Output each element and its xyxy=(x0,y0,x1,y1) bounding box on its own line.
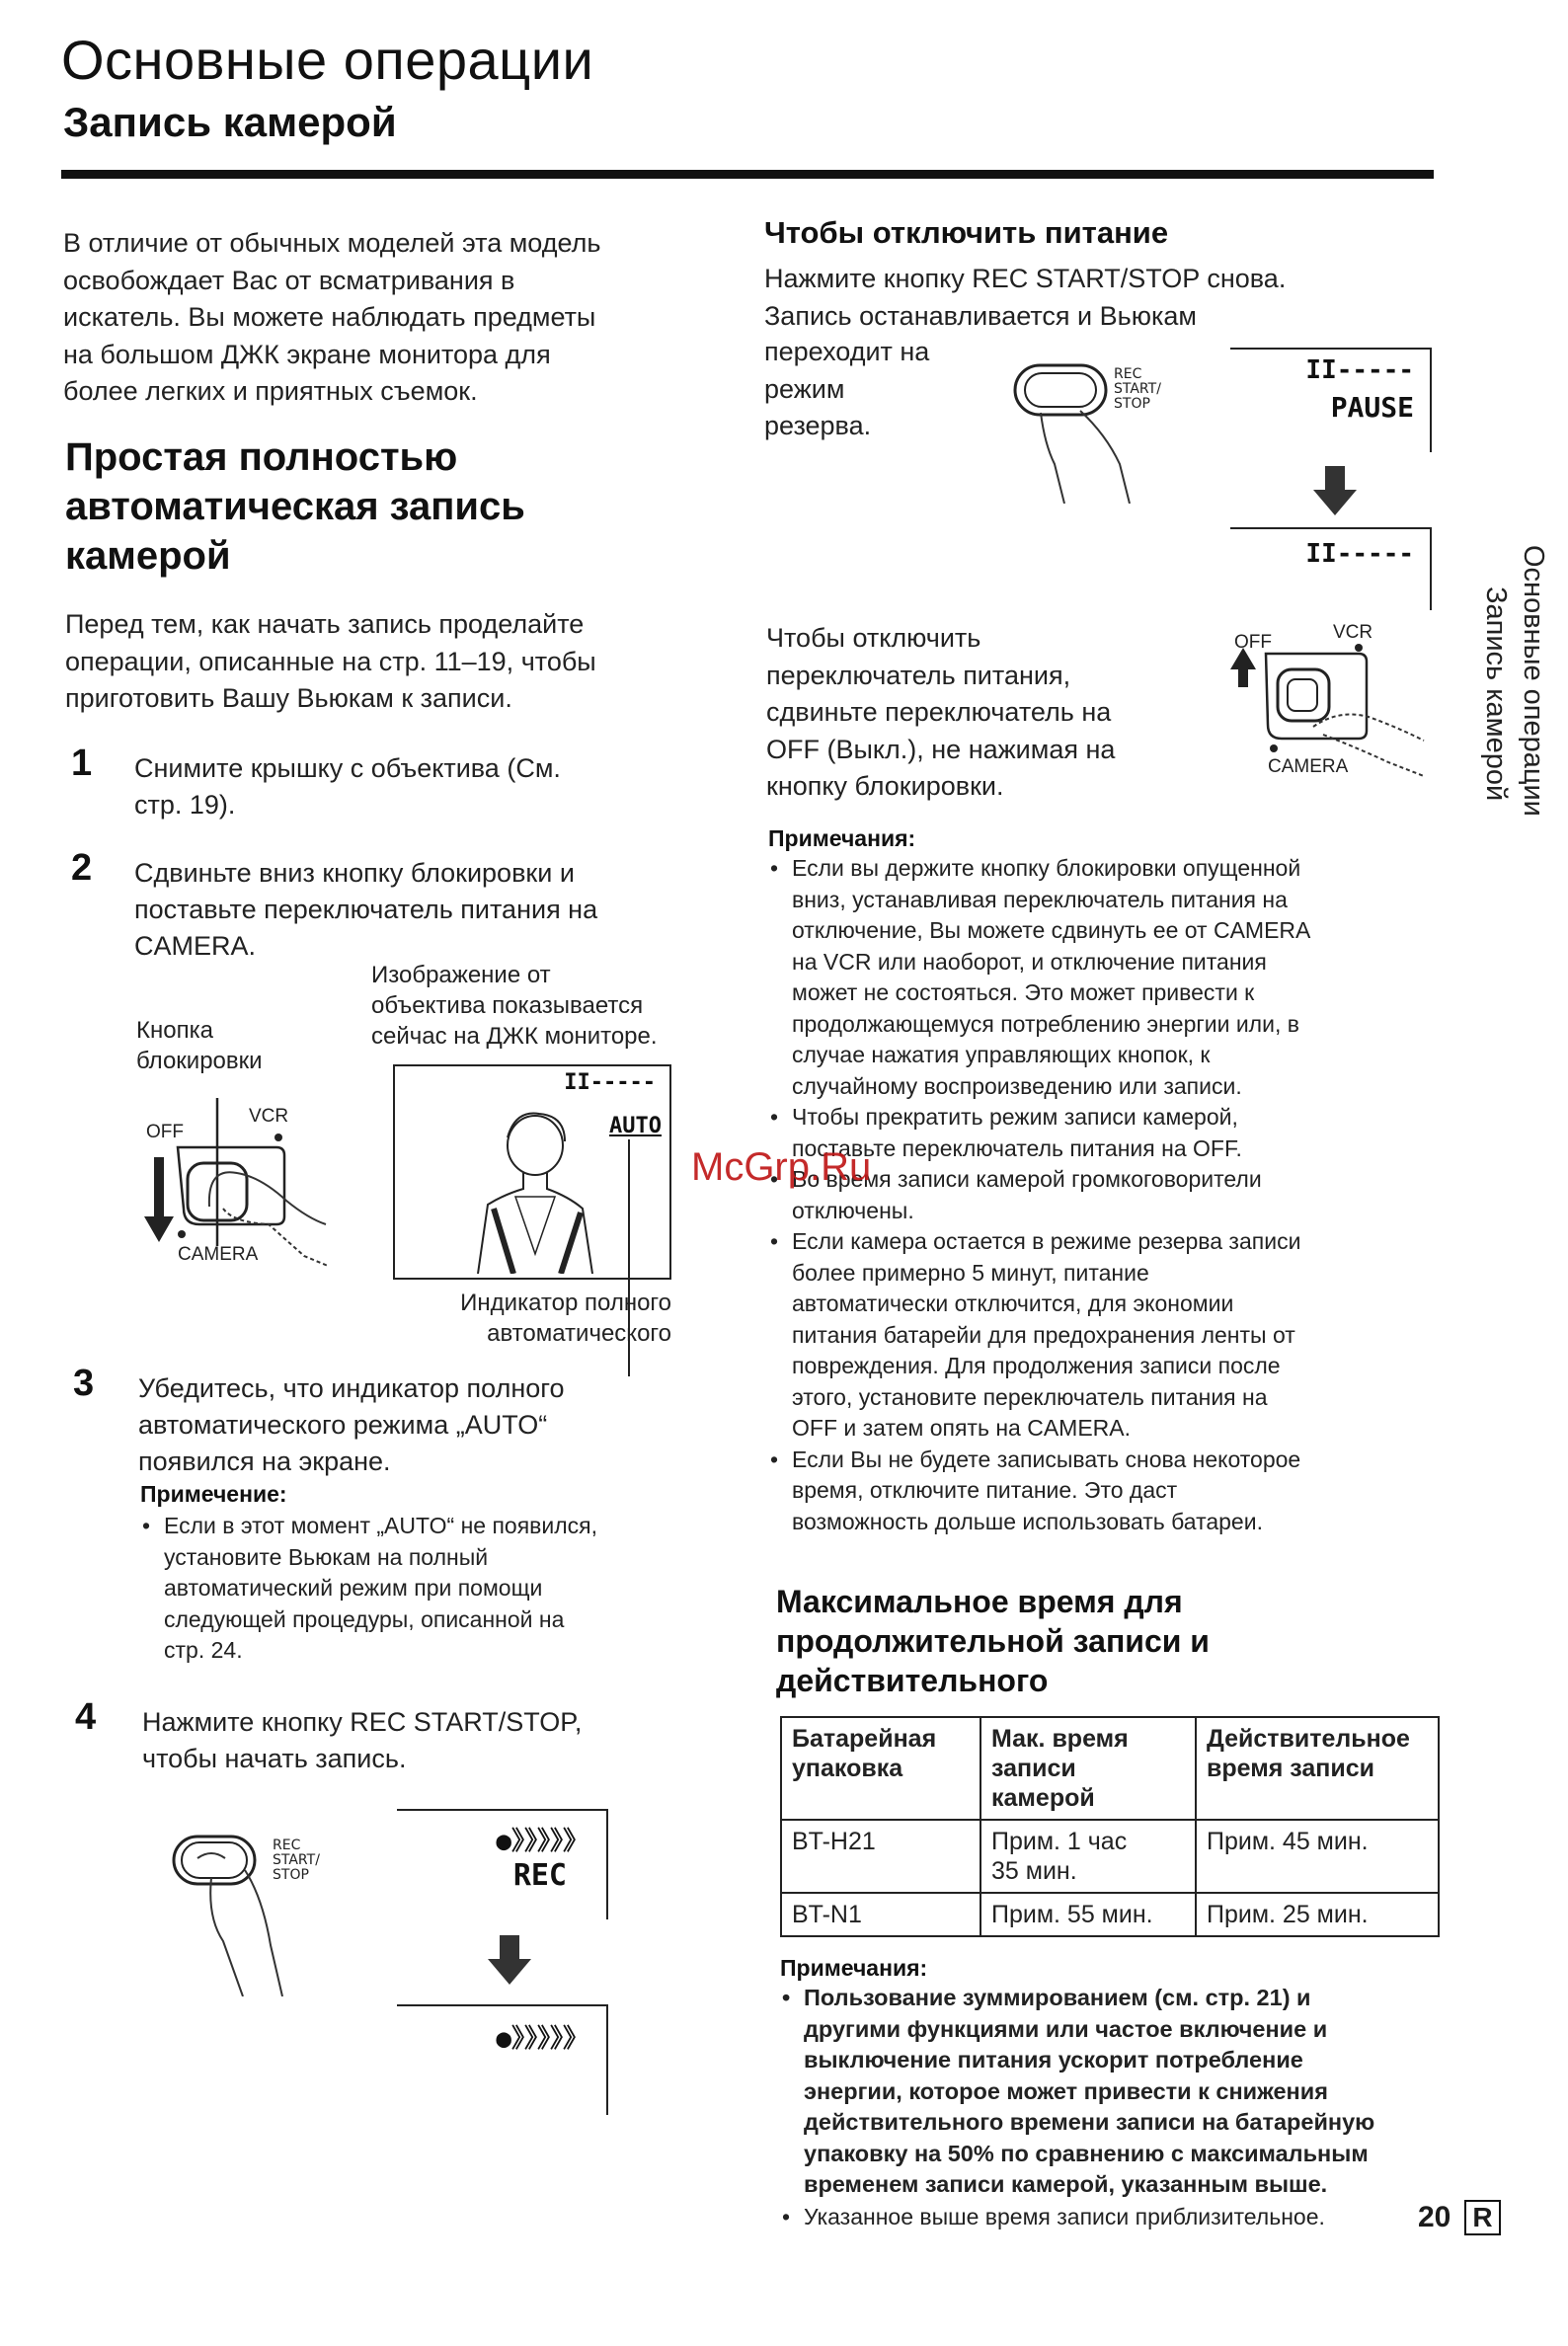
lcd-pause-tape-2: II----- xyxy=(1305,539,1414,569)
person-image-icon xyxy=(444,1106,622,1274)
rec-button-hand-icon xyxy=(168,1819,355,1996)
page-number: 20 xyxy=(1418,2201,1451,2233)
down-arrow-icon-2 xyxy=(1313,466,1357,515)
table-cell: Прим. 55 мин. xyxy=(980,1893,1196,1936)
table-header-cell: Батарейная упаковка xyxy=(781,1717,980,1820)
switch-off-hand-icon xyxy=(1230,618,1428,786)
power-note-item: • Если камера остается в режиме резерва записи более примерно 5 минут, питание автоматически отключится, для экономии питания батарейи для предохранения ленты от повреждения. Для продолжения записи после этого, установите переключатель питания на OFF и затем опять на CAMERA. xyxy=(768,1226,1479,1445)
last-note-list xyxy=(780,2202,1432,2233)
table-header-row xyxy=(781,1717,1439,1820)
power-off-title: Чтобы отключить питание xyxy=(764,215,1169,250)
lcd-rec-progress: ●》》》》》 xyxy=(496,1827,588,1856)
step-3-notes xyxy=(140,1511,713,1667)
side-tab xyxy=(1477,545,1552,817)
lcd-tape-indicator: II----- xyxy=(564,1070,656,1095)
step-4-number: 4 xyxy=(75,1696,97,1738)
lcd-pause-label: PAUSE xyxy=(1330,391,1414,424)
off-label: OFF xyxy=(146,1122,184,1142)
rec-button-label: REC START/ STOP xyxy=(273,1838,320,1883)
lcd-monitor-figure xyxy=(393,1064,671,1280)
last-note-item: • Указанное выше время записи приблизительное. xyxy=(780,2202,1432,2233)
rec-button-figure xyxy=(168,1819,355,1996)
lcd-pause-tape: II----- xyxy=(1305,355,1414,385)
power-note-item: • Во время записи камерой громкоговорители отключены. xyxy=(768,1164,1479,1226)
step-4-text: Нажмите кнопку REC START/STOP, чтобы начать запись. xyxy=(142,1707,583,1773)
table-note-item: • Пользование зуммированием (см. стр. 21) и другими функциями или частое включение и выключение питания ускорит потребление энергии, которое может привести к снижения действительного времени записи на батарейную упаковку на 50% по сравнению с максимальным временем записи камерой, указанным выше. xyxy=(780,1983,1471,2201)
power-off-text-2: переходит на режим резерва. xyxy=(764,337,930,440)
power-note-item: • Чтобы прекратить режим записи камерой, поставьте переключатель питания на OFF. xyxy=(768,1102,1479,1164)
table-header-cell: Действительное время записи xyxy=(1196,1717,1439,1820)
step-2-number: 2 xyxy=(71,847,93,889)
section-intro: Перед тем, как начать запись проделайте операции, описанные на стр. 11–19, чтобы приготовить Вашу Вьюкам к записи. xyxy=(65,609,596,713)
power-note-item: • Если вы держите кнопку блокировки опущенной вниз, устанавливая переключатель питания на отключение, Вы можете сдвинуть ее от CAMERA на VCR или наоборот, и отключение питания может не состояться. Это может привести к продолжающемуся потреблению энергии или, в случае нажатия управляющих кнопок, к случайному воспроизведению или записи. xyxy=(768,853,1479,1102)
table-header-cell: Мак. время записи камерой xyxy=(980,1717,1196,1820)
switch-off-figure xyxy=(1230,618,1428,786)
page-title: Основные операции xyxy=(61,29,594,91)
camera-label: CAMERA xyxy=(178,1244,259,1265)
lcd-rec-display-2 xyxy=(397,2004,608,2115)
step-1-text: Снимите крышку с объектива (См. стр. 19). xyxy=(134,753,561,820)
pause-button-figure xyxy=(1011,355,1209,504)
step-3-note-item: • Если в этот момент „AUTO“ не появился, установите Вьюкам на полный автоматический режим при помощи следующей процедуры, описанной на стр. 24. xyxy=(140,1511,713,1667)
table-notes-heading: Примечания: xyxy=(780,1955,928,1981)
notes-heading: Примечания: xyxy=(768,825,916,851)
step-3-note-heading: Примечение: xyxy=(140,1481,287,1507)
lcd-pause-display xyxy=(1230,348,1432,452)
step-2-text: Сдвиньте вниз кнопку блокировки и поставьте переключатель питания на CAMERA. xyxy=(134,858,598,961)
down-arrow-icon xyxy=(488,1935,531,1985)
page-subtitle: Запись камерой xyxy=(63,99,397,145)
power-off-text: Нажмите кнопку REC START/STOP снова. Запись останавливается и Вьюкам xyxy=(764,264,1287,331)
max-time-title: Максимальное время для продолжительной записи и действительного xyxy=(776,1584,1210,1698)
intro-paragraph: В отличие от обычных моделей эта модель освобождает Вас от всматривания в искатель. Вы можете наблюдать предметы на большом ДЖК экране монитора для более легких и приятных съемок. xyxy=(63,228,601,406)
lcd-pause-display-2 xyxy=(1230,527,1432,610)
battery-table xyxy=(780,1716,1440,1937)
pause-button-label: REC START/ STOP xyxy=(1114,366,1161,412)
lcd-rec-display xyxy=(397,1809,608,1919)
step-3-number: 3 xyxy=(73,1363,95,1404)
table-row xyxy=(781,1893,1439,1936)
lcd-auto-indicator: AUTO xyxy=(609,1114,662,1138)
switch-off-label: OFF xyxy=(1234,632,1272,653)
switch-vcr-label: VCR xyxy=(1333,622,1373,643)
section-title: Простая полностью автоматическая запись камерой xyxy=(65,435,525,578)
power-switch-figure xyxy=(138,1098,346,1305)
page-number-block xyxy=(1418,2200,1501,2235)
lcd-rec-label: REC xyxy=(512,1858,567,1893)
header-rule xyxy=(61,170,1434,179)
table-cell: BT-H21 xyxy=(781,1820,980,1893)
step-1-number: 1 xyxy=(71,743,93,784)
table-row xyxy=(781,1820,1439,1893)
lock-button-label: Кнопка блокировки xyxy=(136,1017,263,1074)
power-notes-list xyxy=(768,853,1479,1537)
watermark: McGrp.Ru xyxy=(691,1145,872,1189)
table-cell: Прим. 1 час 35 мин. xyxy=(980,1820,1196,1893)
pause-button-hand-icon xyxy=(1011,355,1209,504)
page-letter: R xyxy=(1464,2200,1500,2235)
lcd-rec-progress-2: ●》》》》》 xyxy=(496,2024,588,2054)
step-3-text: Убедитесь, что индикатор полного автоматического режима „AUTO“ появился на экране. xyxy=(138,1373,565,1476)
auto-indicator-label: Индикатор полного автоматического xyxy=(460,1290,671,1347)
switch-camera-label: CAMERA xyxy=(1268,756,1349,777)
lcd-image-label: Изображение от объектива показывается сейчас на ДЖК мониторе. xyxy=(371,962,658,1050)
table-cell: Прим. 45 мин. xyxy=(1196,1820,1439,1893)
vcr-label: VCR xyxy=(249,1106,289,1127)
table-notes-list xyxy=(780,1983,1471,2201)
power-note-item: • Если Вы не будете записывать снова некоторое время, отключите питание. Это даст возможность дольше использовать батареи. xyxy=(768,1445,1479,1538)
table-cell: BT-N1 xyxy=(781,1893,980,1936)
switch-off-text: Чтобы отключить переключатель питания, сдвиньте переключатель на OFF (Выкл.), не нажимая на кнопку блокировки. xyxy=(766,623,1116,801)
switch-hand-icon xyxy=(138,1098,346,1305)
table-cell: Прим. 25 мин. xyxy=(1196,1893,1439,1936)
side-tab-line2: Запись камерой xyxy=(1480,586,1512,802)
side-tab-line1: Основные операции xyxy=(1518,545,1549,817)
